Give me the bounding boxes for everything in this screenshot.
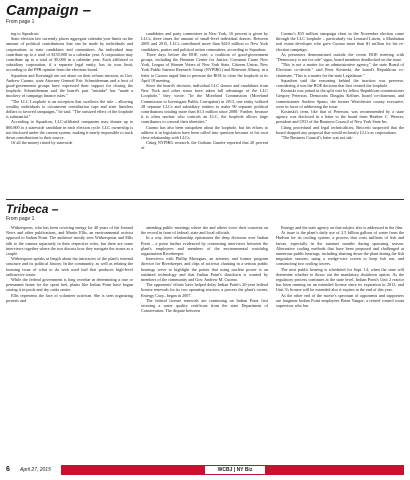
paragraph: Cuomo's $33 million campaign chest in the November election came through the LLC loophole – particularly via Leonard Litwin, a Manhattan real estate developer who gave Cuomo more than $1 million for his re-election campaign.: [276, 31, 404, 52]
paragraph: Ellis represents the face of volunteer activism. She is seen organizing protests and: [6, 292, 133, 303]
paragraph: While the federal government is long overdue in determining a true or permanent home for the spent fuel, plants like Indian Point have begun storing it in pools and dry casks onsite.: [6, 277, 133, 293]
paragraph: Three days before the BOE vote, a coalition of good-government groups, including the Brennan Center for Justice, Common Cause New York, League of Women Voters of New York State, Citizens Union, New York Public Interest Research Group (NYPIRG) and Reinvent Albany, in a letter to Cuomo urged him to pressure the BOE to close the loophole at its April 18 meeting.: [141, 51, 268, 83]
paragraph: Entergy and the state agency on that subject also is addressed in the film.: [281, 225, 404, 230]
tribeca-column-3: [276, 225, 404, 457]
paragraph: ing to Squadron.: [11, 31, 39, 36]
article-column-1: [6, 31, 133, 196]
section-divider: [6, 199, 404, 200]
paragraph: The next public hearing is scheduled for Sept. 14, when the state will determine whether to throw out the mandatory shutdown option. As the regulatory process continues at the state level, Indian Point's Unit 2 reactor has been running on an extended license since its expiration in 2013, and Unit 3's license will be extended also it expires at the end of this year.: [276, 266, 404, 293]
paragraph: State election law currently places aggregate calendar year limits on the amount of political contributions that can be made by individuals and corporations to state candidates and committees. An individual may contribute up to a total of $150,000 in a calendar year. A corporation may contribute up to a total of $5,000 in a calendar year. Each affiliated or subsidiary corporation, if a separate legal entity, has its own limit, according to the PPR opinion from the elections board.: [6, 36, 133, 73]
paragraph: "The LLC Loophole is an exception that swallows the rule – allowing wealthy individuals to circumvent contribution caps and steer limitless dollars to favored campaigns," he said. "The outsized effect of the loophole is substantial.": [6, 98, 133, 120]
paragraph: Witherspoon speaks at length about the intricacies of the plant's internal structure and its political history. In the community, as well as relating the looming issue of what to do with used fuel that produces high-level radioactive waste.: [6, 256, 133, 277]
page-number: 6: [6, 466, 10, 473]
issue-date: April 27, 2015: [20, 467, 51, 473]
tribeca-column-2: [141, 225, 268, 457]
paragraph: As the other end of the movie's spectrum of opponents and supporters are longtime Indian Point employees Brian Vangor, a retired control room supervisor who has: [276, 292, 404, 309]
paragraph: Cuomo has also been outspoken about the loophole, but his efforts to address it in legislation have been called into question because of his own close relationship with LLCs.: [141, 124, 268, 141]
paragraph: Since the board's decision, individual LLC donors and candidates from New York and other states have taken full advantage of the LLC Loophole," they wrote. "In the Moreland Commission (Moreland Commission to Investigate Public Corruption) in 2013, one entity 'utilized 28 separate LLCs and subsidiary entities to make 90 separate political contributions totaling more than $1.3 million since 2008.' Further, because it is often unclear who controls an LLC, the loophole allows large contributors to conceal their identities.": [141, 83, 268, 125]
paragraph: Squadron and Kavanagh are not alone on their reform mission, as Gov. Andrew Cuomo, state Attorney General Eric Schneiderman and a host of good-government groups have expressed their support for closing the loophole. Schneiderman said the board's past "mistake" has "made a mockery of campaign finance rules.": [6, 72, 133, 99]
footer-bar: [61, 465, 404, 475]
paragraph: According to Squadron, LLC-affiliated companies may donate up to $60,800 to a statewide candidate in each election cycle. LLC ownership is not disclosed under the current system, making it nearly impossible to track down contributions to their source.: [6, 119, 133, 141]
paragraph: At issue is the plant's daily use of 2.5 billion gallons of water from the Hudson for its cooling system, a process that costs millions of fish and larvae, especially in the summer months during spawning season. Alternative cooling methods that have been proposed and challenged at numerous public hearings, including shutting down the plant during the fish migration seasons, using a wedge-wire screen to keep fish out, and constructing two cooling towers.: [276, 230, 404, 267]
paragraph: candidates and party committees in New York, 16 percent is given by LLCs, three times the amount of small-level individual donors. Between 2005 and 2015, LLCs contributed more than $410 million to New York candidates, parties and political action committees, according to Squadron.: [141, 31, 268, 52]
article-header: [6, 3, 91, 26]
continued-from-label: From page 1: [6, 216, 35, 222]
paragraph: Interviews with Phillip Musegaas, an attorney and former program director for Riverkeeper, and clips of activists chanting in a serious public hearings serve to highlight the points that using nuclear power is an outdated technology and that Indian Point's shutdown is wanted by members of the community and Gov. Andrew M. Cuomo.: [141, 256, 268, 283]
paragraph: Witherspoon, who has been covering energy for 40 years of the Journal News and other publications, and Martin Ellis, an environmental activist opposed to Indian Point. The audience mostly sees Witherspoon and Ellis talk to the camera separately in their respective roles, but there are some interviews together where the two discuss how they navigate the issues as a couple.: [6, 225, 133, 257]
paragraph: Kosinski was joined in the split vote by fellow Republican commissioner Gregory Peterson. Democrats Douglas Kellner, board co-chairman, and commissioner Andrew Spano, the former Westchester county executive, were in favor of addressing the issue.: [276, 88, 404, 109]
article-title: Campaign –: [6, 2, 92, 19]
paragraph: As presenters demonstrated outside the recent BOE meeting with "Democracy is not for sale" signs, board members deadlocked on the issue.: [276, 51, 404, 63]
article-title-tribeca: Tribeca –: [6, 202, 59, 216]
paragraph: Citing procedural and legal technicalities, Briccetti suspected that the board dropped any proposal that would reclassify LLCs as corporations.: [276, 124, 404, 135]
article-column-2: [141, 31, 268, 196]
continued-from-label: From page 1: [6, 19, 35, 25]
paragraph: "This is not a matter for an administrative agency," the state Board of Elections co-decide," said Peter Kosinski, the board's Republican co-chairman. "This is a matter for the state Legislature.": [276, 62, 404, 78]
paragraph: Citing NYPIRG research, the Gotham Gazette reported that 20 percent of: [141, 140, 268, 151]
article-column-3: [276, 31, 404, 196]
page-footer: [6, 465, 404, 475]
paragraph: In a way, their relationship epitomizes the deep divisions over Indian Point – a point further evidenced by contrasting interviews between the plant's employees and members of the environmental watchdog organization Riverkeeper.: [141, 235, 268, 257]
tribeca-column-1: [6, 225, 133, 457]
paragraph: Kosinski's term, like that of Peterson, was recommended by a state agency was disclosed in a letter to the board from Heather C. Weaver, president and CEO of the Business Council of New York State Inc.: [276, 109, 404, 125]
publication-name: WCBJ | NY Biz: [205, 466, 265, 474]
paragraph: "The Business Council's letter was not tak-: [281, 135, 354, 141]
paragraph: Squadron said the reasoning behind the inaction was perverse, considering it was the BOE decision that first created the loophole.: [276, 77, 404, 89]
paragraph: The federal license renewals are continuing on Indian Point first securing a water quality certificate from the state Department of Conservation. The dispute between: [141, 297, 268, 314]
paragraph: Of all the money raised by statewide: [11, 140, 73, 146]
paragraph: attending public meetings where she and others voice their concerns on the record in front of federal, state and local officials.: [141, 225, 268, 236]
paragraph: The opponents' efforts have helped delay Indian Point's 20-year federal license renewals for its two operating reactors, a process the plant's owner, Entergy Corp., began in 2007.: [141, 282, 268, 298]
